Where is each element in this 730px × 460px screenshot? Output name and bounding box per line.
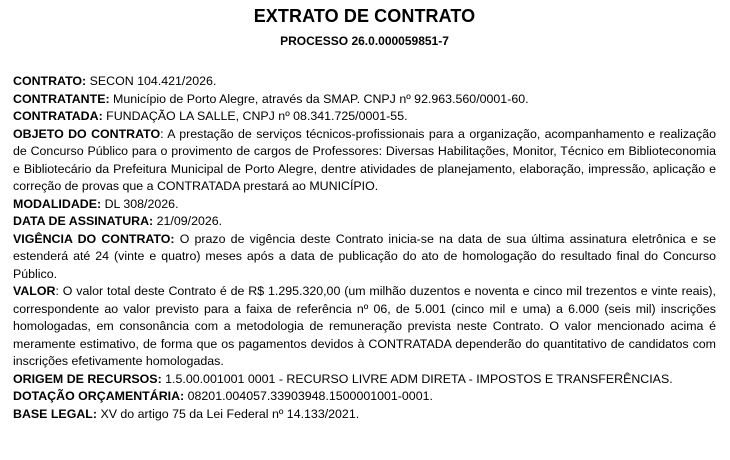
contract-number-line bbox=[13, 73, 716, 91]
contract-object-label: OBJETO DO CONTRATO bbox=[13, 126, 161, 141]
budget-allocation-label: DOTAÇÃO ORÇAMENTÁRIA: bbox=[13, 389, 185, 403]
contract-object-value: : A prestação de serviços técnicos-profissionais para a organização, acompanhamento e realização de Concurso Público para o provimento de cargos de Professores: Diversas Habilitações, Monitor, Técnico em Biblioteconomia e Bibliotecário da Prefeitura Municipal de Porto Alegre, dentre atividades de planejamento, elaboração, impressão, aplicação e correção de provas que a CONTRATADA prestará ao MUNICÍPIO. bbox=[13, 126, 716, 193]
modality-label: MODALIDADE: bbox=[13, 196, 102, 211]
modality-line bbox=[13, 196, 716, 214]
contracted-party-label: CONTRATADA: bbox=[13, 109, 103, 123]
modality-value: DL 308/2026. bbox=[104, 196, 179, 211]
budget-allocation-value: 08201.004057.33903948.1500001001-0001. bbox=[187, 389, 433, 403]
contracted-party-line bbox=[13, 108, 716, 126]
document-title: EXTRATO DE CONTRATO bbox=[253, 6, 476, 26]
funding-source-paragraph bbox=[13, 371, 716, 389]
signature-date-line bbox=[13, 213, 716, 231]
funding-source-value: 1.5.00.001001 0001 - RECURSO LIVRE ADM DIRETA - IMPOSTOS E TRANSFERÊNCIAS. bbox=[165, 371, 673, 386]
funding-source-label: ORIGEM DE RECURSOS: bbox=[13, 371, 162, 386]
contracting-party-label: CONTRATANTE: bbox=[13, 91, 110, 106]
value-label: VALOR bbox=[13, 284, 56, 298]
process-number: PROCESSO 26.0.000059851-7 bbox=[280, 34, 449, 48]
signature-date-value: 21/09/2026. bbox=[156, 214, 223, 228]
term-paragraph bbox=[13, 231, 716, 284]
budget-allocation-line bbox=[13, 388, 716, 406]
legal-basis-line bbox=[13, 406, 716, 424]
contract-number-value: SECON 104.421/2026. bbox=[89, 74, 217, 88]
contract-number-label: CONTRATO: bbox=[13, 74, 87, 88]
contract-object-paragraph bbox=[13, 126, 716, 196]
legal-basis-label: BASE LEGAL: bbox=[13, 406, 97, 421]
value-text: : O valor total deste Contrato é de R$ 1.295.320,00 (um milhão duzentos e noventa e cinco mil trezentos e vinte reais), correspondente ao valor previsto para a faixa de referência nº 06, de 5.001 (cinco mil e uma) a 6.000 (seis mil) inscrições homologadas, em consonância com a metodologia de remuneração prevista neste Contrato. O valor mencionado acima é meramente estimativo, de forma que os pagamentos devidos à CONTRATADA dependerão do quantitativo de candidatos com inscrições efetivamente homologadas. bbox=[13, 284, 716, 368]
contract-body bbox=[13, 73, 716, 423]
term-label: VIGÊNCIA DO CONTRATO: bbox=[13, 231, 175, 246]
contracted-party-value: FUNDAÇÃO LA SALLE, CNPJ nº 08.341.725/0001-55. bbox=[106, 109, 408, 123]
value-paragraph bbox=[13, 283, 716, 371]
signature-date-label: DATA DE ASSINATURA: bbox=[13, 214, 154, 228]
legal-basis-value: XV do artigo 75 da Lei Federal nº 14.133/2021. bbox=[100, 406, 360, 421]
contracting-party-value: Município de Porto Alegre, através da SMAP. CNPJ nº 92.963.560/0001-60. bbox=[113, 91, 529, 106]
term-value: O prazo de vigência deste Contrato inicia-se na data de sua última assinatura eletrônica e se estenderá até 24 (vinte e quatro) meses após a data de publicação do ato de homologação do resultado final do Concurso Público. bbox=[13, 231, 716, 281]
contracting-party-line bbox=[13, 91, 716, 109]
